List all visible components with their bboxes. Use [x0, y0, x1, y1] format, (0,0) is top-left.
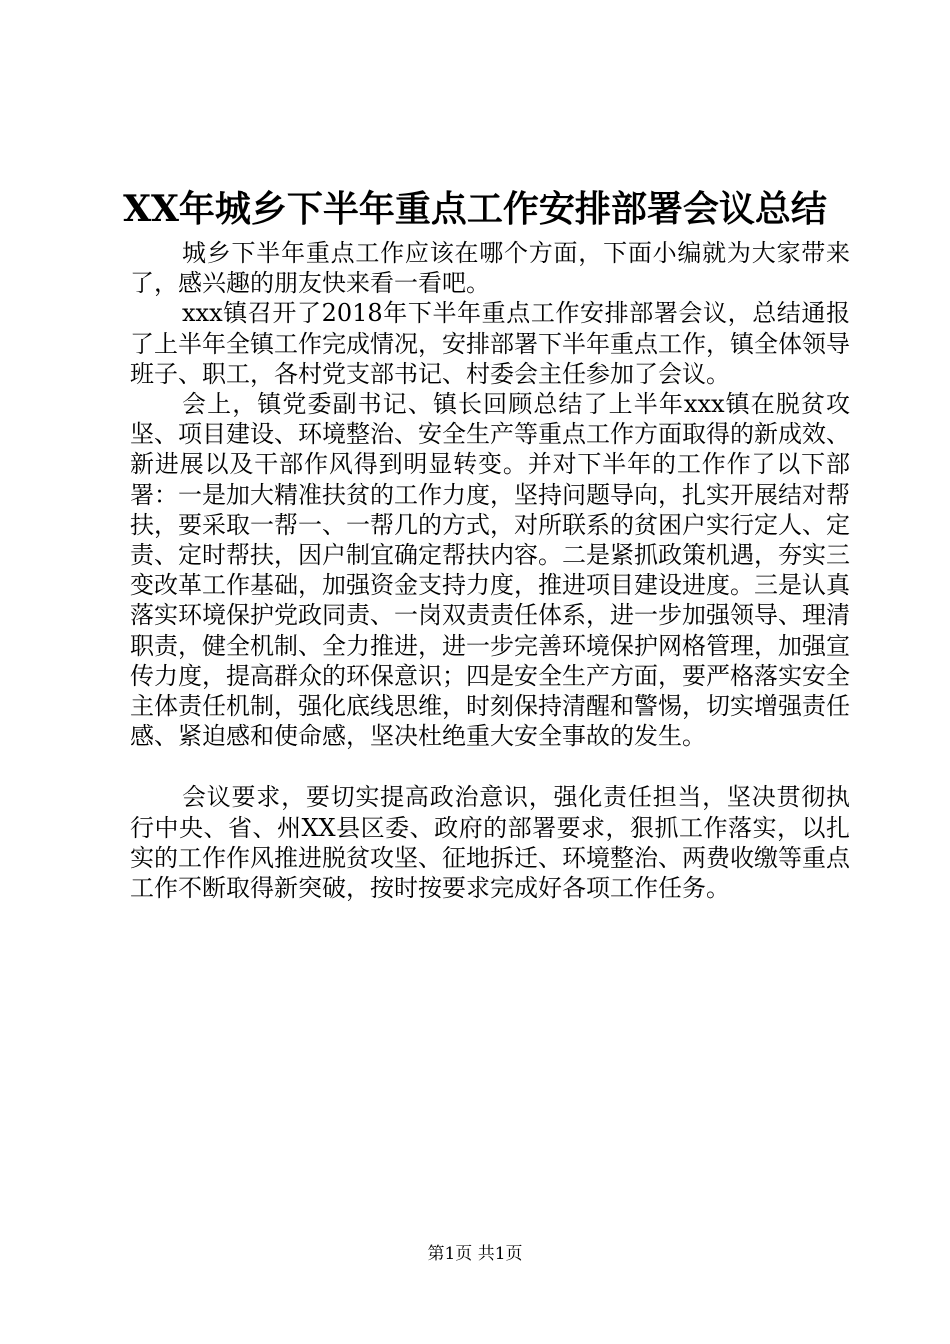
paragraph-intro: 城乡下半年重点工作应该在哪个方面，下面小编就为大家带来了，感兴趣的朋友快来看一看吧。	[130, 239, 850, 298]
paragraph-requirements: 会议要求，要切实提高政治意识，强化责任担当，坚决贯彻执行中央、省、州XX县区委、政府的部署要求，狠抓工作落实，以扎实的工作作风推进脱贫攻坚、征地拆迁、环境整治、两费收缴等重点工作不断取得新突破，按时按要求完成好各项工作任务。	[130, 783, 850, 903]
paragraph-deployment: 会上，镇党委副书记、镇长回顾总结了上半年xxx镇在脱贫攻坚、项目建设、环境整治、安全生产等重点工作方面取得的新成效、新进展以及干部作风得到明显转变。并对下半年的工作作了以下部署：一是加大精准扶贫的工作力度，坚持问题导向，扎实开展结对帮扶，要采取一帮一、一帮几的方式，对所联系的贫困户实行定人、定责、定时帮扶，因户制宜确定帮扶内容。二是紧抓政策机遇，夯实三变改革工作基础，加强资金支持力度，推进项目建设进度。三是认真落实环境保护党政同责、一岗双责责任体系，进一步加强领导、理清职责，健全机制、全力推进，进一步完善环境保护网格管理，加强宣传力度，提高群众的环保意识；四是安全生产方面，要严格落实安全主体责任机制，强化底线思维，时刻保持清醒和警惕，切实增强责任感、紧迫感和使命感，坚决杜绝重大安全事故的发生。	[130, 390, 850, 751]
page-number-footer: 第1页 共1页	[427, 1244, 523, 1264]
document-body	[130, 238, 850, 903]
page-title: XX年城乡下半年重点工作安排部署会议总结	[123, 188, 827, 230]
paragraph-meeting-held: xxx镇召开了2018年下半年重点工作安排部署会议，总结通报了上半年全镇工作完成情况，安排部署下半年重点工作，镇全体领导班子、职工，各村党支部书记、村委会主任参加了会议。	[130, 299, 850, 388]
